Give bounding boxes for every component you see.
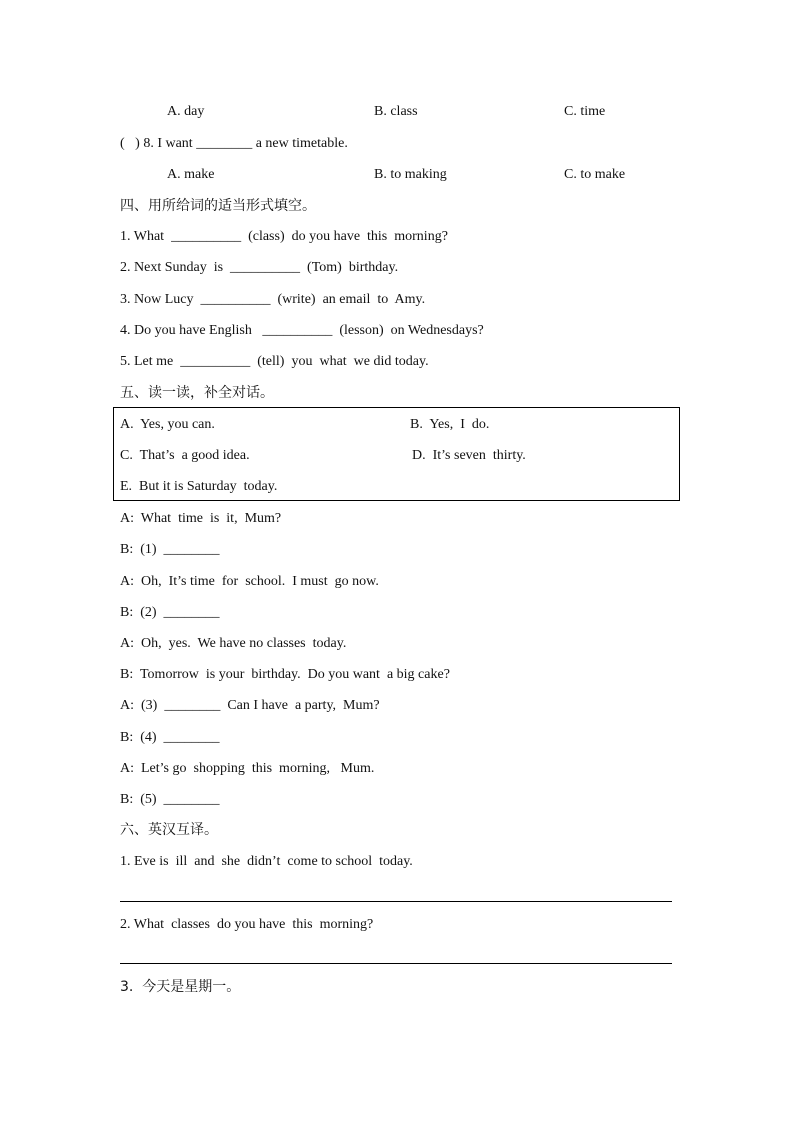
q8-option-a: A. make bbox=[167, 167, 215, 182]
option-e: E. But it is Saturday today. bbox=[120, 479, 278, 494]
dialogue-line: B: (2) ________ bbox=[120, 605, 220, 620]
answer-line bbox=[120, 901, 672, 902]
option-c: C. That’s a good idea. bbox=[120, 448, 250, 463]
section4-item: 1. What __________ (class) do you have this morning? bbox=[120, 229, 448, 244]
dialogue-line: B: (4) ________ bbox=[120, 730, 220, 745]
dialogue-line: B: (5) ________ bbox=[120, 792, 220, 807]
section5-heading: 五、读一读，补全对话。 bbox=[120, 385, 274, 401]
dialogue-line: B: Tomorrow is your birthday. Do you want a big cake? bbox=[120, 667, 450, 682]
dialogue-line: A: Oh, It’s time for school. I must go now. bbox=[120, 574, 379, 589]
q8-option-b: B. to making bbox=[374, 167, 447, 182]
q7-option-b: B. class bbox=[374, 104, 418, 119]
section4-item: 3. Now Lucy __________ (write) an email to Amy. bbox=[120, 292, 426, 307]
dialogue-line: A: (3) ________ Can I have a party, Mum? bbox=[120, 698, 380, 713]
q8-stem: ( ) 8. I want ________ a new timetable. bbox=[120, 136, 348, 151]
dialogue-line: A: Let’s go shopping this morning, Mum. bbox=[120, 761, 375, 776]
section6-item: 1. Eve is ill and she didn’t come to school today. bbox=[120, 854, 413, 869]
answer-line bbox=[120, 963, 672, 964]
section4-item: 4. Do you have English __________ (lesson) on Wednesdays? bbox=[120, 323, 484, 338]
section4-item: 2. Next Sunday is __________ (Tom) birthday. bbox=[120, 260, 399, 275]
option-b: B. Yes, I do. bbox=[410, 417, 490, 432]
section6-item: 2. What classes do you have this morning? bbox=[120, 917, 374, 932]
section4-item: 5. Let me __________ (tell) you what we did today. bbox=[120, 354, 429, 369]
section6-heading: 六、英汉互译。 bbox=[120, 822, 218, 838]
q7-option-a: A. day bbox=[167, 104, 205, 119]
section6-item: 3. 今天是星期一。 bbox=[120, 979, 241, 995]
dialogue-line: A: Oh, yes. We have no classes today. bbox=[120, 636, 347, 651]
q7-option-c: C. time bbox=[564, 104, 606, 119]
option-a: A. Yes, you can. bbox=[120, 417, 215, 432]
dialogue-line: A: What time is it, Mum? bbox=[120, 511, 282, 526]
q8-option-c: C. to make bbox=[564, 167, 626, 182]
dialogue-line: B: (1) ________ bbox=[120, 542, 220, 557]
option-d: D. It’s seven thirty. bbox=[412, 448, 526, 463]
section4-heading: 四、用所给词的适当形式填空。 bbox=[120, 198, 316, 214]
